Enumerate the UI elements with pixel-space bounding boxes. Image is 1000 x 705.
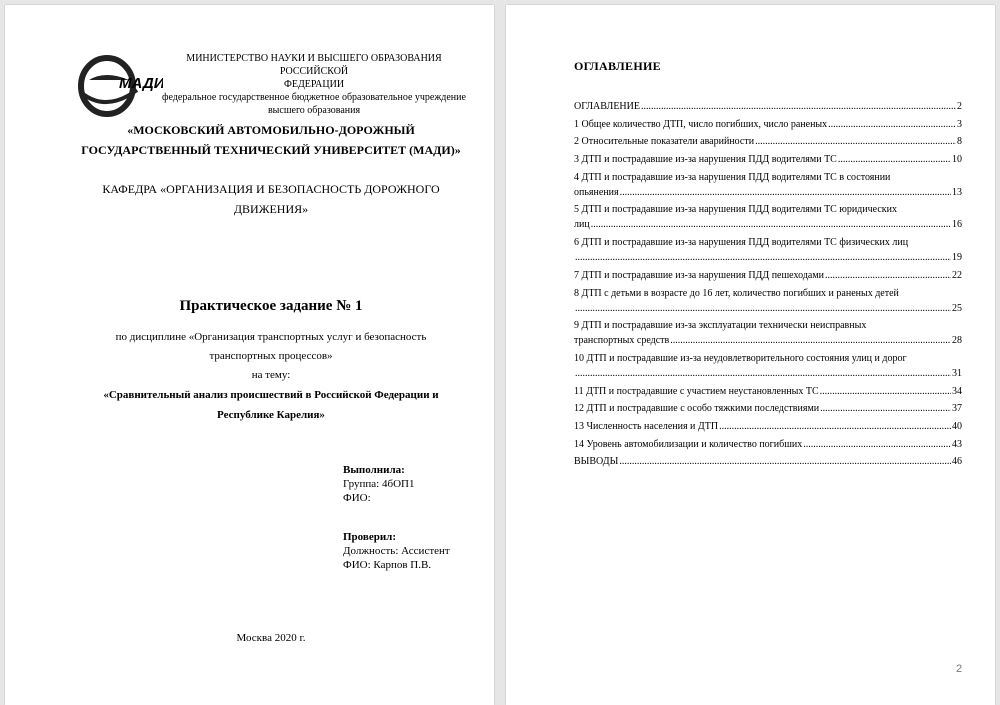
discipline xyxy=(75,328,467,385)
toc-entry-page: 25 xyxy=(952,302,962,314)
checked-position: Должность: Ассистент xyxy=(343,545,450,557)
toc-leader-dots xyxy=(575,366,951,381)
toc-entry-title: 3 ДТП и пострадавшие из-за нарушения ПДД водителями ТС xyxy=(574,154,837,166)
toc-entry-page: 40 xyxy=(952,420,962,432)
toc-entry[interactable] xyxy=(574,152,962,167)
svg-text:МАДИ: МАДИ xyxy=(119,75,163,92)
assignment-title: Практическое задание № 1 xyxy=(179,298,363,314)
toc-entry-title: 5 ДТП и пострадавшие из-за нарушения ПДД водителями ТС юридических xyxy=(574,204,897,216)
toc-leader-dots xyxy=(755,134,956,149)
title-page xyxy=(5,5,494,705)
toc-entry-page: 8 xyxy=(957,136,962,148)
madi-logo xyxy=(77,50,163,120)
ministry-line-2: ФЕДЕРАЦИИ xyxy=(283,79,345,90)
toc-entry-title: ОГЛАВЛЕНИЕ xyxy=(574,101,640,112)
toc-entry-page: 34 xyxy=(952,385,962,397)
toc-entry-page: 10 xyxy=(952,154,962,166)
checked-fio: ФИО: Карпов П.В. xyxy=(343,559,432,571)
toc-entry-title: 12 ДТП и пострадавшие с особо тяжкими последствиями xyxy=(574,403,820,415)
toc-entry-title: 2 Относительные показатели аварийности xyxy=(574,136,755,148)
toc-entry-page: 2 xyxy=(957,101,962,112)
toc-entry[interactable] xyxy=(574,134,962,149)
toc-entry-page: 19 xyxy=(952,252,962,264)
toc-entry[interactable] xyxy=(574,286,962,316)
toc-leader-dots xyxy=(620,185,951,200)
discipline-line-1: по дисциплине «Организация транспортных услуг и безопасность xyxy=(115,331,427,343)
toc-entry-page: 31 xyxy=(952,367,962,379)
toc-entry[interactable] xyxy=(574,437,962,452)
toc-entry-title: 7 ДТП и пострадавшие из-за нарушения ПДД пешеходами xyxy=(574,269,825,281)
toc-entry[interactable] xyxy=(574,235,962,265)
ministry-line-4: высшего образования xyxy=(267,105,361,116)
toc-entry-title: 9 ДТП и пострадавшие из-за эксплуатации технически неисправных xyxy=(574,320,867,332)
ministry-header xyxy=(161,52,467,117)
toc-entry[interactable] xyxy=(574,202,962,232)
city-year: Москва 2020 г. xyxy=(236,632,306,644)
checked-block xyxy=(343,530,450,572)
toc-entry[interactable] xyxy=(574,401,962,416)
toc-entry-page: 22 xyxy=(952,269,962,281)
toc-leader-dots xyxy=(820,384,951,399)
toc-entry-title: 11 ДТП и пострадавшие с участием неустановленных ТС xyxy=(574,385,819,397)
toc-leader-dots xyxy=(820,401,951,416)
toc-entry-page: 46 xyxy=(952,456,962,468)
toc-entry-title-cont: опьянения xyxy=(574,186,619,198)
toc-entry-title: 1 Общее количество ДТП, число погибших, число раненых xyxy=(574,118,828,130)
university-name xyxy=(75,120,467,160)
department-line-1: КАФЕДРА «ОРГАНИЗАЦИЯ И БЕЗОПАСНОСТЬ ДОРОЖНОГО xyxy=(102,182,440,196)
toc-leader-dots xyxy=(575,250,951,265)
department-name xyxy=(75,179,467,219)
toc-entry-page: 3 xyxy=(957,118,962,130)
toc-entry[interactable] xyxy=(574,384,962,399)
toc-entry[interactable] xyxy=(574,117,962,132)
toc-entry-title: 4 ДТП и пострадавшие из-за нарушения ПДД водителями ТС в состоянии xyxy=(574,171,891,183)
performed-label: Выполнила: xyxy=(343,464,405,476)
ministry-line-3: федеральное государственное бюджетное образовательное учреждение xyxy=(162,92,466,103)
toc-entry[interactable] xyxy=(574,268,962,283)
topic-line-1: «Сравнительный анализ происшествий в Российской Федерации и xyxy=(103,389,439,401)
toc-leader-dots xyxy=(803,437,951,452)
toc-entry[interactable] xyxy=(574,99,962,114)
toc-leader-dots xyxy=(641,99,956,114)
toc-leader-dots xyxy=(825,268,951,283)
topic xyxy=(75,385,467,425)
toc-entry[interactable] xyxy=(574,351,962,381)
toc-leader-dots xyxy=(828,117,956,132)
toc-entry-title-cont: лиц xyxy=(574,219,590,231)
checked-label: Проверил: xyxy=(343,531,397,543)
toc-entry[interactable] xyxy=(574,419,962,434)
toc-entry-page: 13 xyxy=(952,186,962,198)
toc-leader-dots xyxy=(719,419,951,434)
university-line-1: «МОСКОВСКИЙ АВТОМОБИЛЬНО-ДОРОЖНЫЙ xyxy=(127,123,415,137)
toc-entry[interactable] xyxy=(574,454,962,469)
toc-page xyxy=(506,5,995,705)
toc-entry-title: ВЫВОДЫ xyxy=(574,456,619,468)
discipline-line-2: транспортных процессов» xyxy=(209,350,333,362)
performed-group: Группа: 4бОП1 xyxy=(343,478,415,490)
department-line-2: ДВИЖЕНИЯ» xyxy=(233,202,309,216)
toc-leader-dots xyxy=(619,454,951,469)
toc-entry-title: 6 ДТП и пострадавшие из-за нарушения ПДД водителями ТС физических лиц xyxy=(574,237,909,249)
toc-entry-page: 16 xyxy=(952,219,962,231)
topic-label: на тему: xyxy=(251,369,291,381)
toc-entry-title-cont: транспортных средств xyxy=(574,335,670,347)
toc-leader-dots xyxy=(838,152,951,167)
university-line-2: ГОСУДАРСТВЕННЫЙ ТЕХНИЧЕСКИЙ УНИВЕРСИТЕТ (МАДИ)» xyxy=(81,143,461,157)
toc-entry-title: 14 Уровень автомобилизации и количество погибших xyxy=(574,438,803,450)
toc-leader-dots xyxy=(575,301,951,316)
toc-heading: ОГЛАВЛЕНИЕ xyxy=(574,59,661,73)
toc-entry[interactable] xyxy=(574,170,962,200)
toc-entry-page: 28 xyxy=(952,335,962,347)
page-number: 2 xyxy=(956,663,963,675)
toc-entry-title: 13 Численность населения и ДТП xyxy=(574,420,719,432)
performed-fio: ФИО: xyxy=(343,492,371,504)
toc-leader-dots xyxy=(591,217,951,232)
toc-entry-title: 10 ДТП и пострадавшие из-за неудовлетворительного состояния улиц и дорог xyxy=(574,352,907,364)
toc-entry-page: 43 xyxy=(952,438,962,450)
toc-entry-title: 8 ДТП с детьми в возрасте до 16 лет, количество погибших и раненых детей xyxy=(574,287,899,299)
toc-list xyxy=(574,99,962,472)
toc-entry-page: 37 xyxy=(952,403,962,415)
topic-line-2: Республике Карелия» xyxy=(217,409,325,421)
toc-leader-dots xyxy=(670,333,951,348)
ministry-line-1: МИНИСТЕРСТВО НАУКИ И ВЫСШЕГО ОБРАЗОВАНИЯ РОССИЙСКОЙ xyxy=(186,53,442,77)
performed-block xyxy=(343,463,414,505)
toc-entry[interactable] xyxy=(574,318,962,348)
